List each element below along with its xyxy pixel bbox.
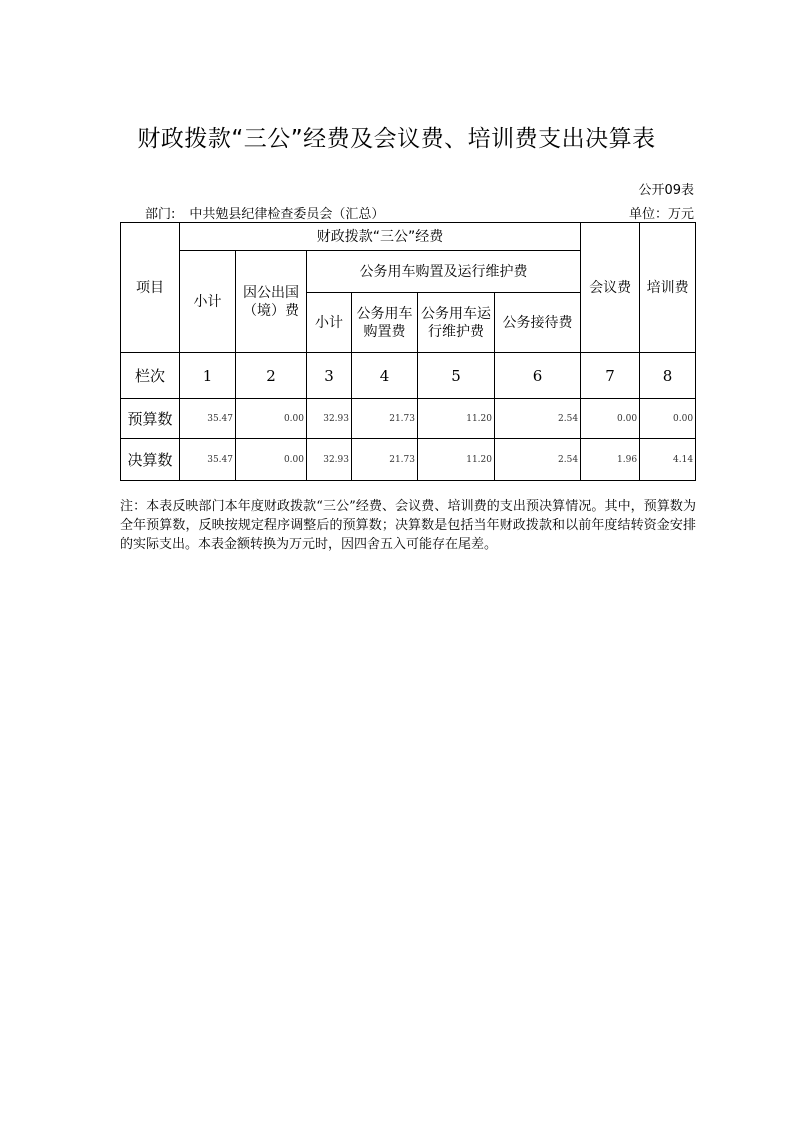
header-car-run: 公务用车运行维护费 [418,293,495,353]
value-cell: 35.47 [180,439,236,481]
value-cell: 2.54 [495,399,581,439]
footnote: 注：本表反映部门本年度财政拨款“三公”经费、会议费、培训费的支出预决算情况。其中，预算数为全年预算数，反映按规定程序调整后的预算数；决算数是包括当年财政拨款和以前年度结转资金安排的实际支出。本表金额转换为万元时，因四舍五入可能存在尾差。 [120,499,696,552]
index-cell: 7 [581,353,640,399]
header-training: 培训费 [640,223,696,353]
department-label: 部门: [145,207,176,222]
page-title: 财政拨款“三公”经费及会议费、培训费支出决算表 [137,126,656,152]
value-cell: 0.00 [236,439,307,481]
index-cell: 2 [236,353,307,399]
value-cell: 0.00 [581,399,640,439]
index-cell: 4 [352,353,418,399]
value-cell: 1.96 [581,439,640,481]
table-row-budget [121,399,696,439]
index-cell: 3 [307,353,352,399]
form-number: 公开09表 [638,183,694,198]
value-cell: 21.73 [352,439,418,481]
value-cell: 32.93 [307,399,352,439]
value-cell: 2.54 [495,439,581,481]
value-cell: 35.47 [180,399,236,439]
row-label: 预算数 [121,399,180,439]
index-cell: 6 [495,353,581,399]
value-cell: 11.20 [418,439,495,481]
header-car-subtotal: 小计 [307,293,352,353]
header-reception: 公务接待费 [495,293,581,353]
table-row-final [121,439,696,481]
header-abroad: 因公出国（境）费 [236,251,307,353]
header-subtotal: 小计 [180,251,236,353]
header-item: 项目 [121,223,180,353]
expenditure-table [120,222,696,481]
header-car: 公务用车购置及运行维护费 [307,251,581,293]
value-cell: 11.20 [418,399,495,439]
header-sangong: 财政拨款“三公”经费 [180,223,581,251]
department-value: 中共勉县纪律检查委员会（汇总） [189,207,385,222]
value-cell: 0.00 [640,399,696,439]
department-line [145,203,384,222]
row-label: 决算数 [121,439,180,481]
header-car-purchase: 公务用车购置费 [352,293,418,353]
index-cell: 5 [418,353,495,399]
unit-label: 单位：万元 [628,207,694,222]
value-cell: 4.14 [640,439,696,481]
value-cell: 32.93 [307,439,352,481]
header-meeting: 会议费 [581,223,640,353]
index-cell: 8 [640,353,696,399]
index-cell: 1 [180,353,236,399]
value-cell: 0.00 [236,399,307,439]
row-index-label: 栏次 [121,353,180,399]
value-cell: 21.73 [352,399,418,439]
